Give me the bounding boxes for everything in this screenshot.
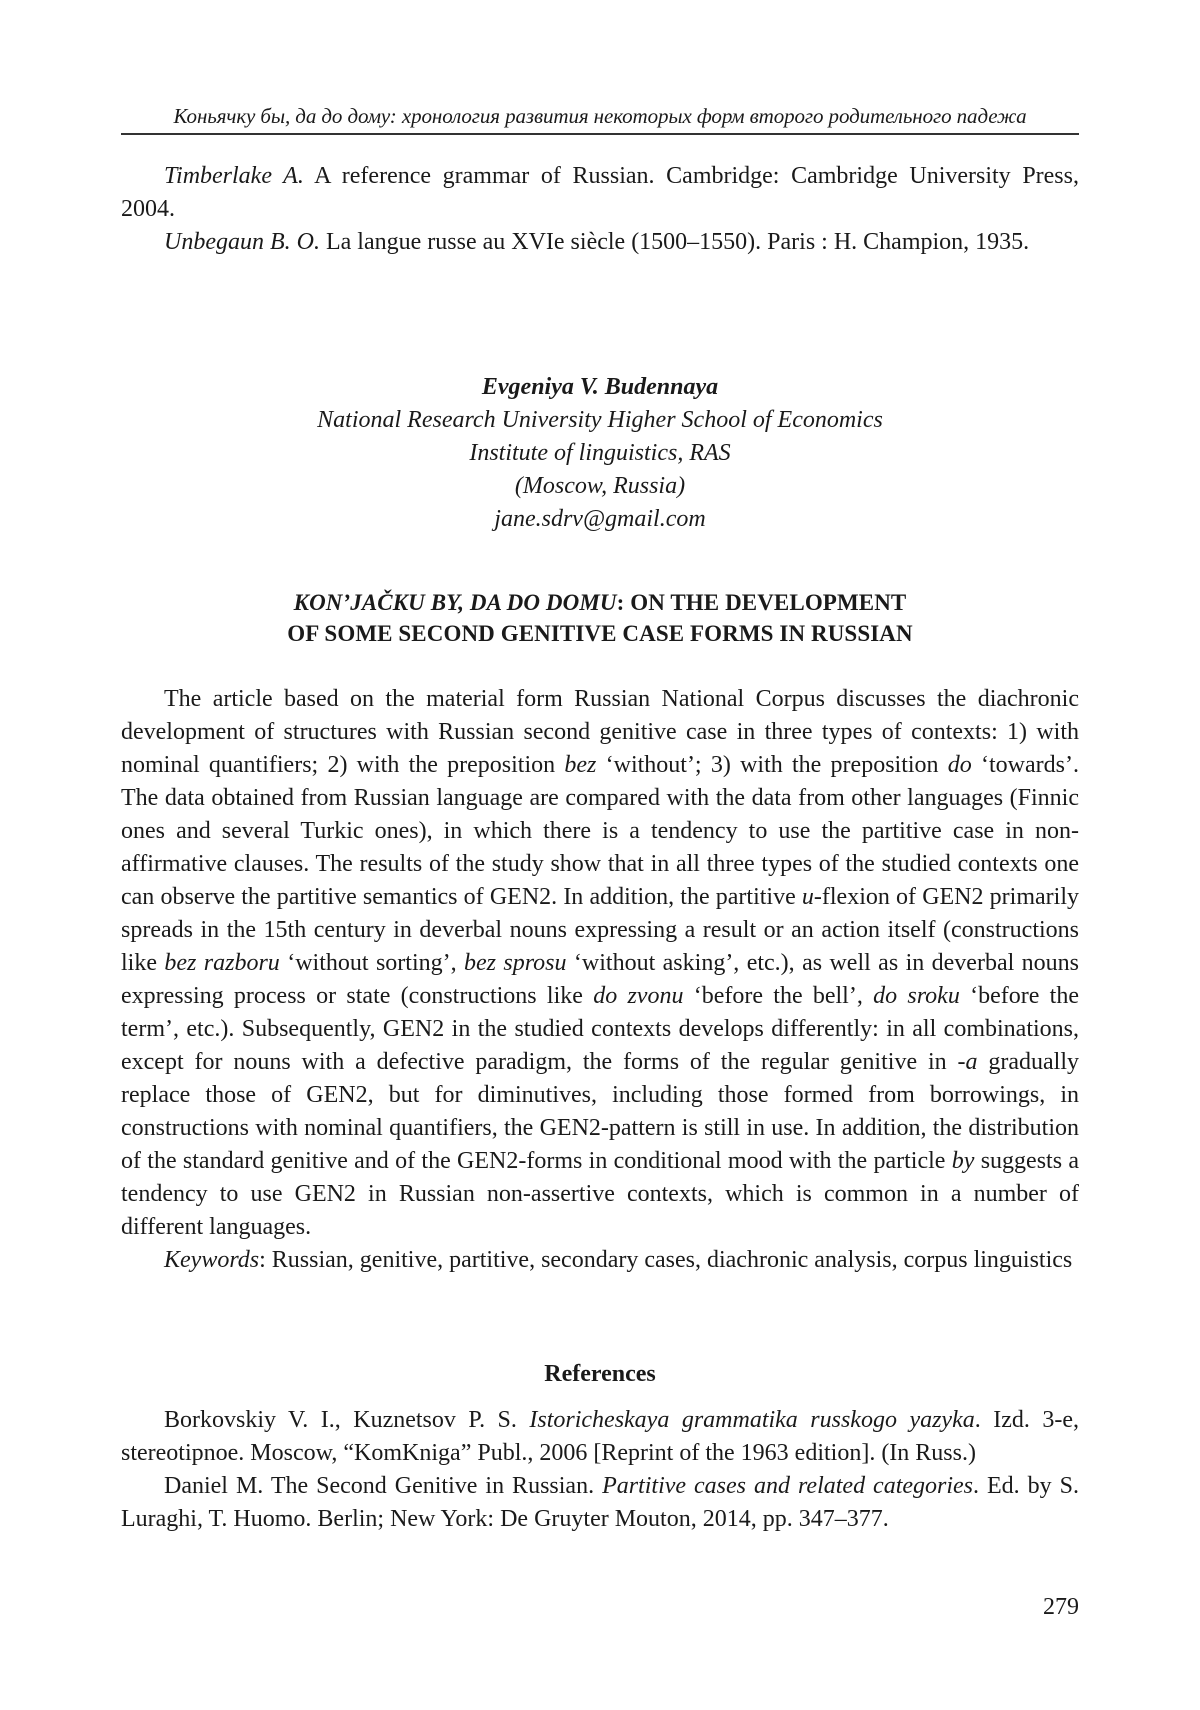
author-block (121, 371, 1079, 536)
document-page (121, 0, 1079, 1710)
title-line-1 (121, 587, 1079, 618)
header-rule (121, 133, 1079, 135)
previous-references (121, 160, 1079, 259)
title-italic-part: KON’JAČKU BY, DA DO DOMU (293, 590, 617, 615)
author-name: Evgeniya V. Budennaya (481, 374, 719, 400)
author-email: jane.sdrv@gmail.com (494, 506, 706, 532)
reference-entry (121, 160, 1079, 226)
affiliation-university: National Research University Higher School of Economics (317, 407, 883, 433)
abstract (121, 683, 1079, 1277)
abstract-paragraph: The article based on the material form Russian National Corpus discusses the diachronic development of structures with Russian second genitive case in three types of contexts: 1) with nominal quantifiers; 2) with the preposition bez ‘without’; 3) with the preposition do ‘towards’. The data obtained from Russian language are compared with the data from other languages (Finnic ones and several Turkic ones), in which there is a tendency to use the partitive case in non-affirmative clauses. The results of the study show that in all three types of the studied contexts one can observe the partitive semantics of GEN2. In addition, the partitive u-flexion of GEN2 primarily spreads in the 15th century in deverbal nouns expressing a result or an action itself (constructions like bez razboru ‘without sorting’, bez sprosu ‘without asking’, etc.), as well as in deverbal nouns expressing process or state (constructions like do zvonu ‘before the bell’, do sroku ‘before the term’, etc.). Subsequently, GEN2 in the studied contexts develops differently: in all combinations, except for nouns with a defective paradigm, the forms of the regular genitive in -a gradually replace those of GEN2, but for diminutives, including those formed from borrowings, in constructions with nominal quantifiers, the GEN2-pattern is still in use. In addition, the distribution of the standard genitive and of the GEN2-forms in conditional mood with the particle by suggests a tendency to use GEN2 in Russian non-assertive contexts, which is common in a number of different languages. (121, 686, 1079, 1240)
reference-entry (121, 226, 1079, 259)
keywords-label: Keywords (164, 1247, 260, 1273)
reference-author: Timberlake A. (164, 163, 304, 189)
title-rest: : ON THE DEVELOPMENT (616, 590, 907, 615)
keywords (121, 1244, 1079, 1277)
page-number: 279 (1043, 1594, 1079, 1620)
reference-entry: Daniel M. The Second Genitive in Russian. Partitive cases and related categories. Ed. by S. Luraghi, T. Huomo. Berlin; New York: De Gruyter Mouton, 2014, pp. 347–377. (121, 1473, 1079, 1532)
running-header: Коньячку бы, да до дому: хронология развития некоторых форм второго родительного падежа (173, 104, 1027, 128)
reference-author: Unbegaun B. O. (164, 229, 320, 255)
references-list (121, 1404, 1079, 1536)
reference-text: La langue russe au XVIe siècle (1500–1550). Paris : H. Champion, 1935. (319, 229, 1030, 255)
keywords-text: : Russian, genitive, partitive, secondary cases, diachronic analysis, corpus linguistics (259, 1247, 1073, 1273)
reference-text: A reference grammar of Russian. Cambridge: Cambridge University Press, 2004. (121, 163, 1079, 222)
reference-entry: Borkovskiy V. I., Kuznetsov P. S. Istoricheskaya grammatika russkogo yazyka. Izd. 3-e, stereotipnoe. Moscow, “KomKniga” Publ., 2006 [Reprint of the 1963 edition]. (In Russ.) (121, 1407, 1080, 1466)
title-line-2: OF SOME SECOND GENITIVE CASE FORMS IN RUSSIAN (287, 621, 913, 646)
author-location: (Moscow, Russia) (514, 473, 686, 499)
affiliation-institute: Institute of linguistics, RAS (469, 440, 731, 466)
references-heading: References (544, 1361, 656, 1387)
article-title (121, 587, 1079, 649)
